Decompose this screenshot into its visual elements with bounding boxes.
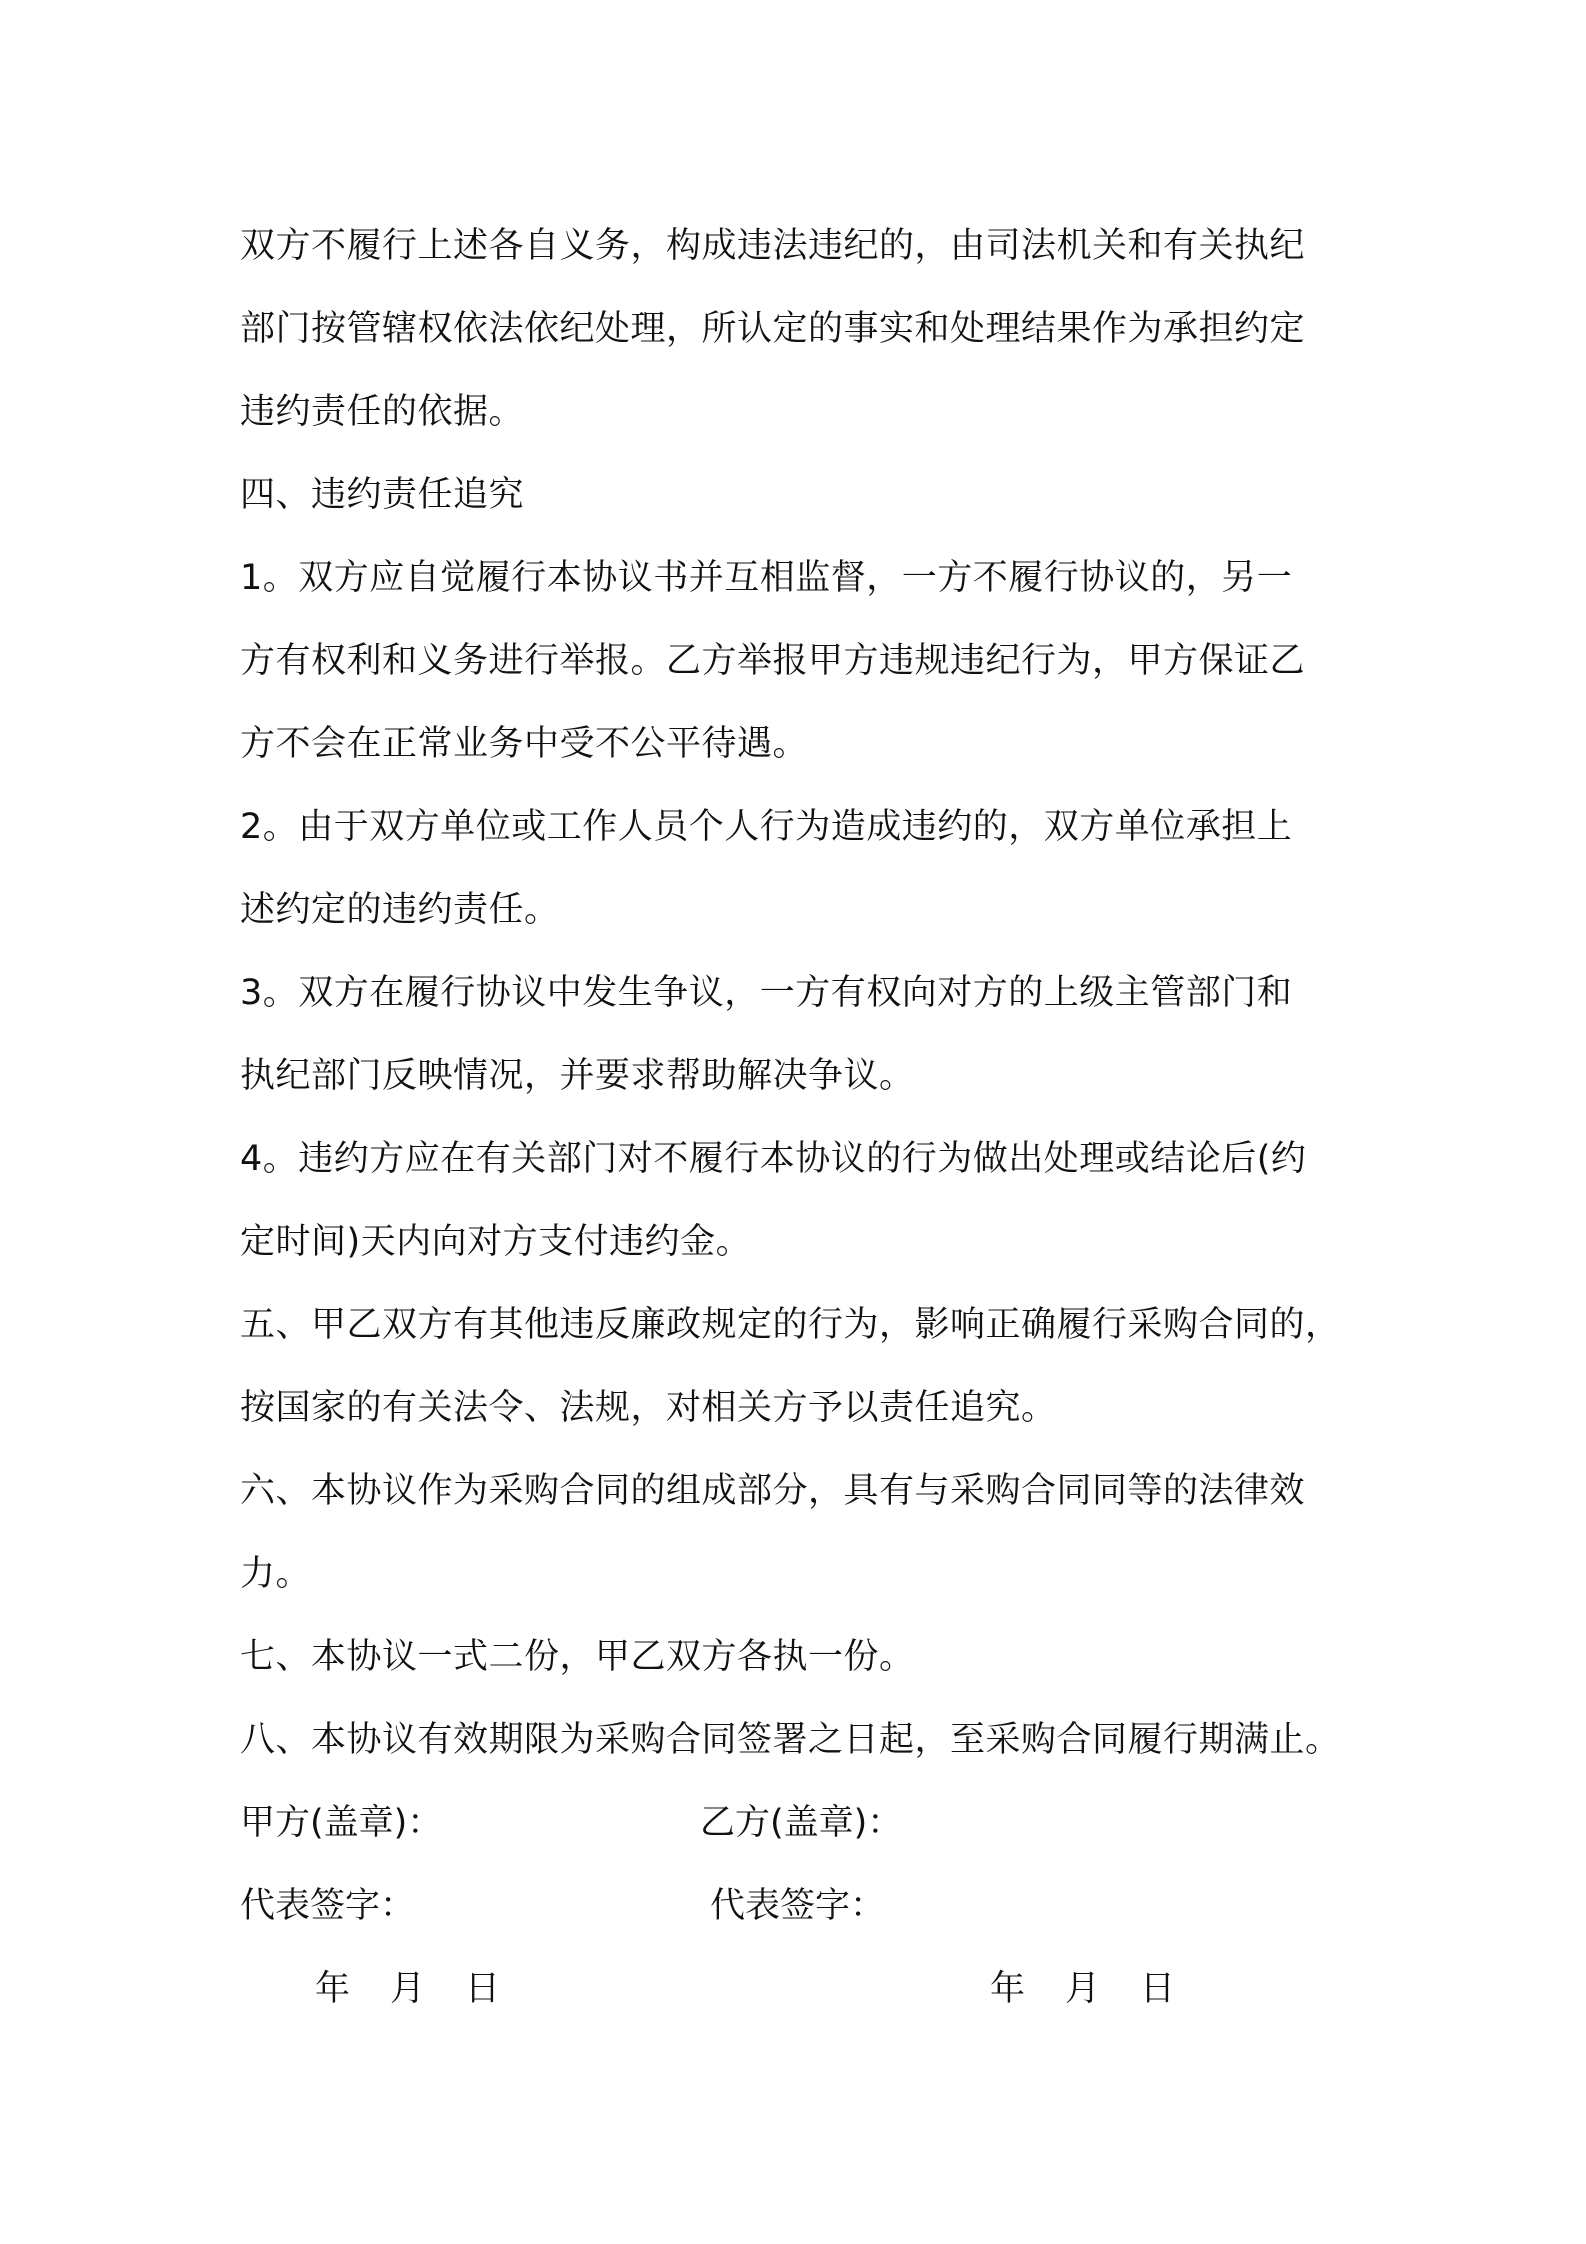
paragraph-line: 方不会在正常业务中受不公平待遇。: [240, 724, 809, 764]
paragraph-line: 方有权利和义务进行举报。乙方举报甲方违规违纪行为，甲方保证乙: [240, 641, 1306, 681]
paragraph-line: 3。双方在履行协议中发生争议，一方有权向对方的上级主管部门和: [240, 973, 1293, 1013]
paragraph-line: 部门按管辖权依法依纪处理，所认定的事实和处理结果作为承担约定: [240, 309, 1306, 349]
paragraph-line: 按国家的有关法令、法规，对相关方予以责任追究。: [240, 1388, 1057, 1428]
date-month: 月: [390, 1969, 426, 2009]
paragraph-line: 述约定的违约责任。: [240, 890, 560, 930]
party-b-date: [990, 1948, 1215, 2031]
party-a-seal-label: 甲方(盖章)：: [240, 1803, 443, 1843]
date-year: 年: [990, 1969, 1026, 2009]
signature-row: [240, 1865, 1365, 1948]
paragraph-line: 执纪部门反映情况，并要求帮助解决争议。: [240, 1056, 915, 1096]
party-a-signature-label: 代表签字：: [240, 1886, 416, 1926]
paragraph-line: 五、甲乙双方有其他违反廉政规定的行为，影响正确履行采购合同的，: [240, 1305, 1341, 1345]
party-b-signature-label: 代表签字：: [710, 1886, 886, 1926]
seal-row: [240, 1782, 1365, 1865]
paragraph-line: 力。: [240, 1554, 312, 1594]
paragraph-line: 违约责任的依据。: [240, 392, 525, 432]
paragraph-line: 2。由于双方单位或工作人员个人行为造成违约的，双方单位承担上: [240, 807, 1293, 847]
date-year: 年: [315, 1969, 351, 2009]
party-a-date: [315, 1948, 540, 2031]
date-day: 日: [465, 1969, 501, 2009]
party-b-seal-label: 乙方(盖章)：: [700, 1803, 903, 1843]
paragraph-line: 六、本协议作为采购合同的组成部分，具有与采购合同同等的法律效: [240, 1471, 1306, 1511]
paragraph-line: 八、本协议有效期限为采购合同签署之日起，至采购合同履行期满止。: [240, 1720, 1341, 1760]
paragraph-line: 定时间)天内向对方支付违约金。: [240, 1222, 752, 1262]
date-day: 日: [1140, 1969, 1176, 2009]
section-heading: 四、违约责任追究: [240, 475, 525, 515]
date-month: 月: [1065, 1969, 1101, 2009]
paragraph-line: 4。违约方应在有关部门对不履行本协议的行为做出处理或结论后(约: [240, 1139, 1307, 1179]
date-row: [240, 1948, 1365, 2031]
document-body: [240, 205, 1365, 2031]
paragraph-line: 七、本协议一式二份，甲乙双方各执一份。: [240, 1637, 915, 1677]
paragraph-line: 双方不履行上述各自义务，构成违法违纪的，由司法机关和有关执纪: [240, 226, 1306, 266]
paragraph-line: 1。双方应自觉履行本协议书并互相监督，一方不履行协议的，另一: [240, 558, 1293, 598]
